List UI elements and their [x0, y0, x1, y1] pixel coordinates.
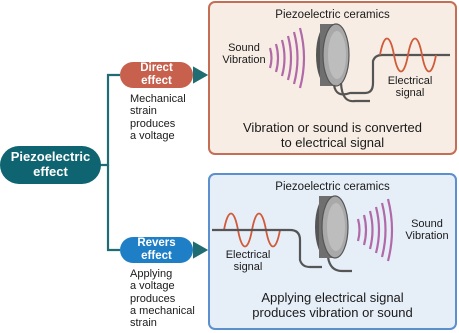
reverse-effect-pill: Revers effect	[120, 237, 193, 263]
piezo-disc-icon	[315, 196, 348, 258]
direct-illustration	[210, 3, 459, 157]
direct-signal-label: Electrical signal	[387, 75, 433, 100]
direct-panel-title: Piezoelectric ceramics	[275, 9, 390, 21]
direct-summary: Vibration or sound is converted to electrical signal	[243, 120, 422, 150]
reverse-sound-label: Sound Vibration	[405, 218, 449, 243]
reverse-illustration	[210, 175, 459, 332]
reverse-effect-panel	[208, 173, 457, 330]
reverse-summary: Applying electrical signal produces vibration or sound	[252, 290, 413, 320]
direct-effect-caption: Mechanical strain produces a voltage	[130, 93, 186, 142]
reverse-signal-label: Electrical signal	[225, 249, 271, 274]
reverse-effect-caption: Applying a voltage produces a mechanical strain	[130, 268, 195, 330]
direct-sound-label: Sound Vibration	[222, 42, 266, 67]
connector-trunk	[100, 75, 120, 165]
piezo-disc-icon	[316, 24, 349, 86]
connector-to-reverse	[108, 165, 120, 250]
root-pill: Piezoelectric effect	[0, 146, 101, 184]
sound-wave-icon	[270, 28, 304, 88]
direct-effect-pill: Direct effect	[120, 62, 193, 88]
direct-effect-panel	[208, 1, 457, 155]
sound-wave-icon	[358, 199, 392, 261]
reverse-panel-title: Piezoelectric ceramics	[275, 181, 390, 193]
